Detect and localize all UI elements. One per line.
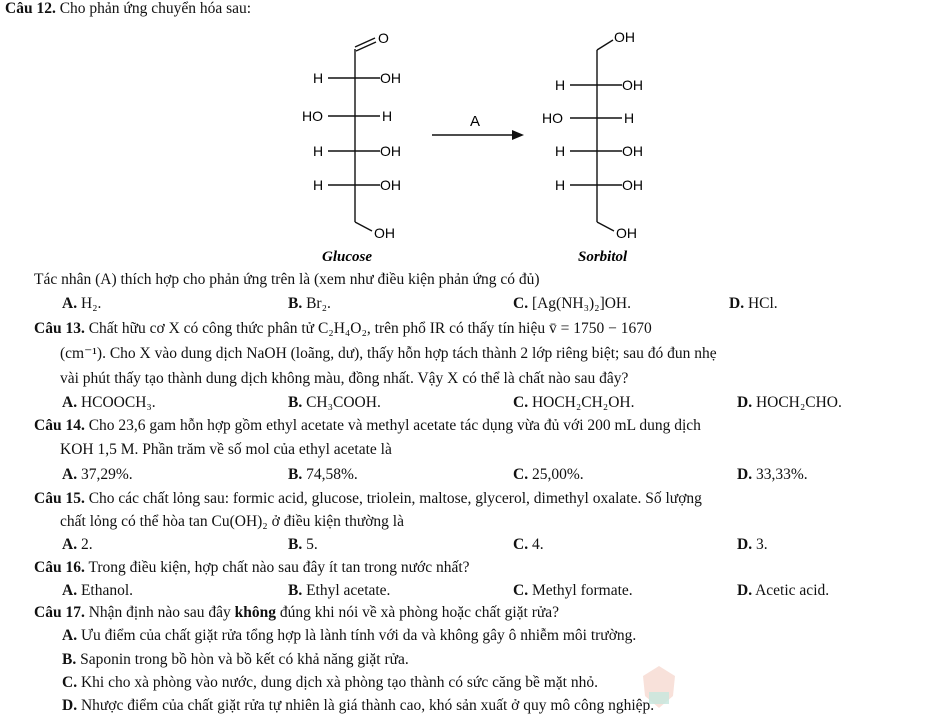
sorbitol-row2-right: H (624, 110, 635, 126)
sorbitol-top-oh: OH (614, 29, 635, 45)
q13-option-a: A. HCOOCH₃. (62, 394, 156, 411)
q12-stem: Tác nhân (A) thích hợp cho phản ứng trên là (xem như điều kiện phản ứng có đủ) (34, 271, 540, 288)
glucose-structure (328, 38, 380, 231)
q14-title: Câu 14. (34, 417, 85, 434)
sorbitol-row1-right: OH (622, 77, 643, 93)
q12-option-d: D. HCl. (729, 295, 778, 312)
q14-option-a: A. 37,29%. (62, 466, 133, 483)
q14-option-d: D. 33,33%. (737, 466, 808, 483)
q13-line1: Câu 13. Chất hữu cơ X có công thức phân tử C₂H₄O₂, trên phổ IR có thấy tín hiệu v̄ = 1750 − 1670 (34, 320, 652, 337)
q15-option-d: D. 3. (737, 536, 768, 553)
reagent-a-label: A (470, 113, 481, 130)
q12-title: Câu 12. (5, 0, 56, 17)
q16-option-a: A. Ethanol. (62, 582, 134, 599)
glucose-top-o: O (378, 30, 389, 46)
sorbitol-row2-left: HO (542, 110, 563, 126)
q13-option-c: C. HOCH₂CH₂OH. (513, 394, 635, 411)
glucose-row2-right: H (382, 108, 393, 124)
q13-line3: vài phút thấy tạo thành dung dịch không màu, đồng nhất. Vậy X có thể là chất nào sau đây? (60, 370, 629, 387)
q17-option-b: B. Saponin trong bồ hòn và bồ kết có khả năng giặt rửa. (62, 651, 409, 668)
sorbitol-row1-left: H (555, 77, 566, 93)
sorbitol-row4-right: OH (622, 177, 643, 193)
glucose-bottom-oh: OH (374, 225, 395, 241)
q13-option-d: D. HOCH₂CHO. (737, 394, 842, 411)
watermark-icon (637, 662, 681, 712)
glucose-row3-right: OH (380, 143, 401, 159)
glucose-row4-left: H (313, 177, 324, 193)
reaction-arrow (432, 130, 524, 140)
q16-option-c: C. Methyl formate. (513, 582, 633, 599)
q12-text: Cho phản ứng chuyển hóa sau: (59, 0, 252, 17)
glucose-row2-left: HO (302, 108, 323, 124)
reaction-scheme (0, 0, 935, 270)
q12-option-a: A. H₂. (62, 295, 102, 312)
glucose-row4-right: OH (380, 177, 401, 193)
q17-line1: Câu 17. Nhận định nào sau đây không đúng khi nói về xà phòng hoặc chất giặt rửa? (34, 604, 560, 621)
q14-line1: Câu 14. Cho 23,6 gam hỗn hợp gồm ethyl acetate và methyl acetate tác dụng vừa đủ với 200 mL dung dịch (34, 417, 701, 434)
q16-title: Câu 16. (34, 559, 85, 576)
sorbitol-row3-right: OH (622, 143, 643, 159)
q16-line1: Câu 16. Trong điều kiện, hợp chất nào sau đây ít tan trong nước nhất? (34, 559, 470, 576)
q17-option-d: D. Nhược điểm của chất giặt rửa tự nhiên là giá thành cao, khó sản xuất ở quy mô công nghiệp. (62, 697, 655, 714)
glucose-row3-left: H (313, 143, 324, 159)
sorbitol-bottom-oh: OH (616, 225, 637, 241)
q12-option-b: B. Br₂. (288, 295, 331, 312)
q15-line1: Câu 15. Cho các chất lỏng sau: formic acid, glucose, triolein, maltose, glycerol, dimethyl oxalate. Số lượng (34, 490, 702, 507)
q15-line2: chất lỏng có thể hòa tan Cu(OH)₂ ở điều kiện thường là (60, 513, 404, 530)
q13-title: Câu 13. (34, 320, 85, 337)
q15-title: Câu 15. (34, 490, 85, 507)
sorbitol-structure (570, 40, 622, 231)
q17-option-c: C. Khi cho xà phòng vào nước, dung dịch xà phòng tạo thành có sức căng bề mặt nhỏ. (62, 674, 598, 691)
q13-option-b: B. CH₃COOH. (288, 394, 381, 411)
q13-line2: (cm⁻¹). Cho X vào dung dịch NaOH (loãng, dư), thấy hỗn hợp tách thành 2 lớp riêng biệt; sau đó đun nhẹ (60, 345, 717, 362)
q16-option-d: D. Acetic acid. (737, 582, 830, 599)
q14-option-b: B. 74,58%. (288, 466, 358, 483)
glucose-label: Glucose (322, 249, 372, 265)
q15-option-a: A. 2. (62, 536, 93, 553)
glucose-row1-right: OH (380, 70, 401, 86)
q15-option-b: B. 5. (288, 536, 318, 553)
sorbitol-row4-left: H (555, 177, 566, 193)
sorbitol-row3-left: H (555, 143, 566, 159)
q14-option-c: C. 25,00%. (513, 466, 584, 483)
sorbitol-label: Sorbitol (578, 249, 628, 265)
glucose-row1-left: H (313, 70, 324, 86)
q17-title: Câu 17. (34, 604, 85, 621)
q14-line2: KOH 1,5 M. Phần trăm về số mol của ethyl acetate là (60, 441, 392, 458)
q16-option-b: B. Ethyl acetate. (288, 582, 391, 599)
q17-option-a: A. Ưu điểm của chất giặt rửa tổng hợp là lành tính với da và không gây ô nhiễm môi trường. (62, 627, 637, 644)
q12-option-c: C. [Ag(NH₃)₂]OH. (513, 295, 632, 312)
q15-option-c: C. 4. (513, 536, 544, 553)
q17-negation: không (234, 604, 277, 621)
